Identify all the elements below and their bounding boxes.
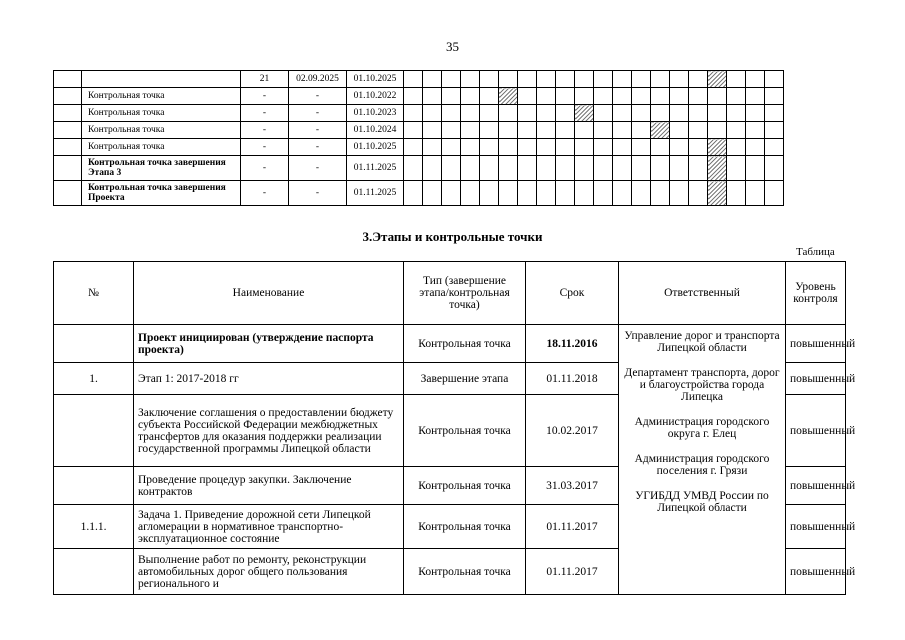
gantt-cell-empty	[54, 71, 82, 88]
gantt-row	[54, 139, 784, 156]
gantt-grid-cell	[461, 88, 480, 105]
gantt-end-date: 01.10.2024	[347, 122, 404, 139]
gantt-task-name: Контрольная точка	[82, 105, 241, 122]
gantt-end-date: 01.11.2025	[347, 156, 404, 181]
gantt-grid-cell	[442, 88, 461, 105]
gantt-table	[53, 70, 784, 206]
gantt-grid-cell	[556, 181, 575, 206]
row-name: Заключение соглашения о предоставлении бюджету субъекта Российской Федерации межбюджетных трансфертов для оказания поддержки реализации государственной программы Липецкой области	[134, 395, 404, 467]
gantt-grid-cell	[594, 181, 613, 206]
header-deadline: Срок	[526, 262, 619, 325]
header-level: Уровень контроля	[786, 262, 846, 325]
row-num	[54, 395, 134, 467]
gantt-start-date: -	[289, 139, 347, 156]
gantt-grid-cell	[404, 156, 423, 181]
gantt-grid-cell	[727, 88, 746, 105]
gantt-grid-cell	[423, 181, 442, 206]
gantt-grid-cell	[556, 71, 575, 88]
responsible-item: УГИБДД УМВД России по Липецкой области	[635, 490, 769, 514]
gantt-milestone-bar	[708, 181, 727, 206]
gantt-grid-cell	[632, 156, 651, 181]
gantt-grid-cell	[518, 156, 537, 181]
gantt-grid-cell	[765, 71, 784, 88]
stages-header-row	[54, 262, 846, 325]
gantt-task-name: Контрольная точка	[82, 88, 241, 105]
gantt-grid-cell	[670, 88, 689, 105]
gantt-grid-cell	[575, 88, 594, 105]
gantt-cell-empty	[54, 181, 82, 206]
gantt-grid-cell	[423, 88, 442, 105]
gantt-end-date: 01.10.2023	[347, 105, 404, 122]
gantt-task-name: Контрольная точка	[82, 122, 241, 139]
row-deadline: 01.11.2018	[526, 363, 619, 395]
gantt-grid-cell	[537, 88, 556, 105]
header-type: Тип (завершение этапа/контрольная точка)	[404, 262, 526, 325]
header-num: №	[54, 262, 134, 325]
gantt-grid-cell	[480, 139, 499, 156]
gantt-grid-cell	[670, 71, 689, 88]
gantt-grid-cell	[537, 122, 556, 139]
gantt-grid-cell	[594, 156, 613, 181]
gantt-grid-cell	[423, 156, 442, 181]
gantt-grid-cell	[404, 181, 423, 206]
gantt-grid-cell	[575, 139, 594, 156]
row-name: Задача 1. Приведение дорожной сети Липецкой агломерации в нормативное транспортно-эксплуатационное состояние	[134, 505, 404, 549]
gantt-milestone-bar	[708, 71, 727, 88]
gantt-grid-cell	[708, 88, 727, 105]
gantt-row	[54, 122, 784, 139]
gantt-grid-cell	[556, 122, 575, 139]
gantt-grid-cell	[594, 71, 613, 88]
gantt-duration: -	[241, 181, 289, 206]
gantt-grid-cell	[613, 71, 632, 88]
gantt-grid-cell	[461, 139, 480, 156]
gantt-grid-cell	[670, 156, 689, 181]
gantt-grid-cell	[461, 105, 480, 122]
gantt-duration: 21	[241, 71, 289, 88]
gantt-grid-cell	[537, 181, 556, 206]
gantt-end-date: 01.10.2025	[347, 139, 404, 156]
row-num: 1.1.1.	[54, 505, 134, 549]
gantt-grid-cell	[499, 139, 518, 156]
row-type: Контрольная точка	[404, 325, 526, 363]
gantt-grid-cell	[670, 139, 689, 156]
gantt-grid-cell	[708, 105, 727, 122]
gantt-task-name: Контрольная точка	[82, 139, 241, 156]
gantt-grid-cell	[594, 88, 613, 105]
row-type: Контрольная точка	[404, 467, 526, 505]
gantt-grid-cell	[404, 71, 423, 88]
gantt-grid-cell	[480, 105, 499, 122]
gantt-grid-cell	[480, 71, 499, 88]
gantt-grid-cell	[404, 105, 423, 122]
gantt-grid-cell	[746, 71, 765, 88]
gantt-grid-cell	[499, 105, 518, 122]
gantt-grid-cell	[632, 139, 651, 156]
gantt-grid-cell	[765, 156, 784, 181]
responsible-item: Департамент транспорта, дорог и благоустройства города Липецка	[624, 367, 780, 403]
gantt-grid-cell	[518, 181, 537, 206]
gantt-grid-cell	[461, 122, 480, 139]
gantt-grid-cell	[575, 181, 594, 206]
gantt-duration: -	[241, 88, 289, 105]
gantt-grid-cell	[480, 122, 499, 139]
gantt-grid-cell	[556, 88, 575, 105]
gantt-cell-empty	[54, 122, 82, 139]
gantt-grid-cell	[423, 139, 442, 156]
gantt-row	[54, 181, 784, 206]
gantt-milestone-bar	[708, 156, 727, 181]
gantt-grid-cell	[689, 156, 708, 181]
gantt-end-date: 01.10.2025	[347, 71, 404, 88]
gantt-start-date: -	[289, 105, 347, 122]
gantt-grid-cell	[537, 105, 556, 122]
table-caption: Таблица	[796, 246, 835, 258]
gantt-grid-cell	[746, 139, 765, 156]
section-title: 3.Этапы и контрольные точки	[362, 229, 543, 244]
row-level: повышенный	[786, 395, 846, 467]
gantt-grid-cell	[461, 71, 480, 88]
gantt-grid-cell	[499, 156, 518, 181]
gantt-grid-cell	[727, 105, 746, 122]
row-type: Завершение этапа	[404, 363, 526, 395]
gantt-grid-cell	[689, 71, 708, 88]
gantt-grid-cell	[613, 156, 632, 181]
gantt-cell-empty	[54, 156, 82, 181]
row-num	[54, 549, 134, 595]
row-deadline: 18.11.2016	[526, 325, 619, 363]
row-num	[54, 467, 134, 505]
gantt-duration: -	[241, 105, 289, 122]
gantt-grid-cell	[404, 122, 423, 139]
gantt-grid-cell	[632, 181, 651, 206]
gantt-grid-cell	[632, 88, 651, 105]
row-deadline: 01.11.2017	[526, 505, 619, 549]
gantt-row	[54, 88, 784, 105]
gantt-grid-cell	[765, 122, 784, 139]
gantt-task-name	[82, 71, 241, 88]
row-deadline: 01.11.2017	[526, 549, 619, 595]
gantt-grid-cell	[575, 122, 594, 139]
gantt-cell-empty	[54, 105, 82, 122]
gantt-start-date: -	[289, 181, 347, 206]
gantt-grid-cell	[518, 88, 537, 105]
gantt-grid-cell	[670, 181, 689, 206]
row-level: повышенный	[786, 549, 846, 595]
gantt-grid-cell	[651, 105, 670, 122]
gantt-grid-cell	[461, 156, 480, 181]
header-name: Наименование	[134, 262, 404, 325]
gantt-milestone-bar	[575, 105, 594, 122]
gantt-grid-cell	[651, 139, 670, 156]
row-level: повышенный	[786, 505, 846, 549]
gantt-cell-empty	[54, 139, 82, 156]
gantt-duration: -	[241, 122, 289, 139]
gantt-grid-cell	[613, 139, 632, 156]
gantt-grid-cell	[632, 71, 651, 88]
row-name: Выполнение работ по ремонту, реконструкции автомобильных дорог общего пользования регионального и	[134, 549, 404, 595]
row-level: повышенный	[786, 467, 846, 505]
gantt-grid-cell	[746, 156, 765, 181]
gantt-milestone-bar	[708, 139, 727, 156]
gantt-grid-cell	[708, 122, 727, 139]
gantt-grid-cell	[765, 105, 784, 122]
gantt-grid-cell	[537, 71, 556, 88]
gantt-grid-cell	[442, 156, 461, 181]
table-row	[54, 325, 846, 363]
gantt-grid-cell	[689, 181, 708, 206]
gantt-grid-cell	[556, 139, 575, 156]
gantt-grid-cell	[670, 105, 689, 122]
gantt-grid-cell	[423, 122, 442, 139]
row-type: Контрольная точка	[404, 505, 526, 549]
gantt-grid-cell	[404, 139, 423, 156]
row-type: Контрольная точка	[404, 395, 526, 467]
gantt-grid-cell	[746, 105, 765, 122]
row-name: Проект инициирован (утверждение паспорта проекта)	[134, 325, 404, 363]
gantt-grid-cell	[651, 71, 670, 88]
gantt-grid-cell	[765, 181, 784, 206]
gantt-grid-cell	[442, 181, 461, 206]
gantt-grid-cell	[613, 105, 632, 122]
gantt-grid-cell	[537, 156, 556, 181]
gantt-grid-cell	[480, 88, 499, 105]
gantt-grid-cell	[480, 181, 499, 206]
row-name: Проведение процедур закупки. Заключение контрактов	[134, 467, 404, 505]
row-type: Контрольная точка	[404, 549, 526, 595]
gantt-grid-cell	[613, 122, 632, 139]
gantt-grid-cell	[651, 88, 670, 105]
gantt-grid-cell	[689, 139, 708, 156]
gantt-row	[54, 105, 784, 122]
gantt-grid-cell	[765, 88, 784, 105]
gantt-grid-cell	[537, 139, 556, 156]
gantt-grid-cell	[632, 105, 651, 122]
gantt-grid-cell	[575, 156, 594, 181]
gantt-cell-empty	[54, 88, 82, 105]
gantt-grid-cell	[442, 139, 461, 156]
row-deadline: 31.03.2017	[526, 467, 619, 505]
gantt-grid-cell	[613, 181, 632, 206]
gantt-grid-cell	[423, 105, 442, 122]
row-num	[54, 325, 134, 363]
gantt-grid-cell	[518, 122, 537, 139]
row-name: Этап 1: 2017-2018 гг	[134, 363, 404, 395]
header-responsible: Ответственный	[619, 262, 786, 325]
gantt-grid-cell	[518, 139, 537, 156]
row-num: 1.	[54, 363, 134, 395]
gantt-grid-cell	[613, 88, 632, 105]
gantt-grid-cell	[670, 122, 689, 139]
page-number: 35	[446, 39, 459, 54]
gantt-grid-cell	[556, 105, 575, 122]
gantt-start-date: -	[289, 122, 347, 139]
gantt-grid-cell	[518, 105, 537, 122]
gantt-grid-cell	[651, 181, 670, 206]
gantt-grid-cell	[461, 181, 480, 206]
gantt-grid-cell	[651, 156, 670, 181]
gantt-duration: -	[241, 139, 289, 156]
gantt-grid-cell	[404, 88, 423, 105]
gantt-grid-cell	[727, 71, 746, 88]
gantt-start-date: -	[289, 156, 347, 181]
gantt-task-name: Контрольная точка завершения Этапа 3	[82, 156, 241, 181]
gantt-row	[54, 156, 784, 181]
gantt-grid-cell	[727, 139, 746, 156]
row-deadline: 10.02.2017	[526, 395, 619, 467]
gantt-grid-cell	[499, 181, 518, 206]
gantt-grid-cell	[594, 139, 613, 156]
gantt-grid-cell	[518, 71, 537, 88]
responsible-cell	[619, 325, 786, 595]
gantt-row	[54, 71, 784, 88]
gantt-grid-cell	[746, 122, 765, 139]
responsible-item: Управление дорог и транспорта Липецкой области	[624, 330, 780, 354]
gantt-grid-cell	[442, 122, 461, 139]
gantt-grid-cell	[575, 71, 594, 88]
gantt-end-date: 01.11.2025	[347, 181, 404, 206]
gantt-grid-cell	[442, 105, 461, 122]
gantt-milestone-bar	[651, 122, 670, 139]
gantt-duration: -	[241, 156, 289, 181]
gantt-grid-cell	[727, 156, 746, 181]
row-level: повышенный	[786, 325, 846, 363]
gantt-grid-cell	[765, 139, 784, 156]
gantt-start-date: -	[289, 88, 347, 105]
gantt-grid-cell	[689, 88, 708, 105]
gantt-grid-cell	[480, 156, 499, 181]
gantt-grid-cell	[442, 71, 461, 88]
gantt-grid-cell	[499, 71, 518, 88]
gantt-grid-cell	[556, 156, 575, 181]
gantt-grid-cell	[689, 105, 708, 122]
gantt-grid-cell	[689, 122, 708, 139]
row-level: повышенный	[786, 363, 846, 395]
gantt-task-name: Контрольная точка завершения Проекта	[82, 181, 241, 206]
gantt-end-date: 01.10.2022	[347, 88, 404, 105]
gantt-grid-cell	[727, 122, 746, 139]
gantt-grid-cell	[727, 181, 746, 206]
gantt-grid-cell	[499, 122, 518, 139]
gantt-grid-cell	[632, 122, 651, 139]
gantt-grid-cell	[746, 88, 765, 105]
responsible-item: Администрация городского поселения г. Грязи	[634, 453, 770, 477]
gantt-grid-cell	[746, 181, 765, 206]
gantt-grid-cell	[594, 105, 613, 122]
gantt-grid-cell	[423, 71, 442, 88]
gantt-grid-cell	[594, 122, 613, 139]
stages-table	[53, 261, 856, 595]
gantt-start-date: 02.09.2025	[289, 71, 347, 88]
responsible-item: Администрация городского округа г. Елец	[634, 416, 770, 440]
gantt-milestone-bar	[499, 88, 518, 105]
